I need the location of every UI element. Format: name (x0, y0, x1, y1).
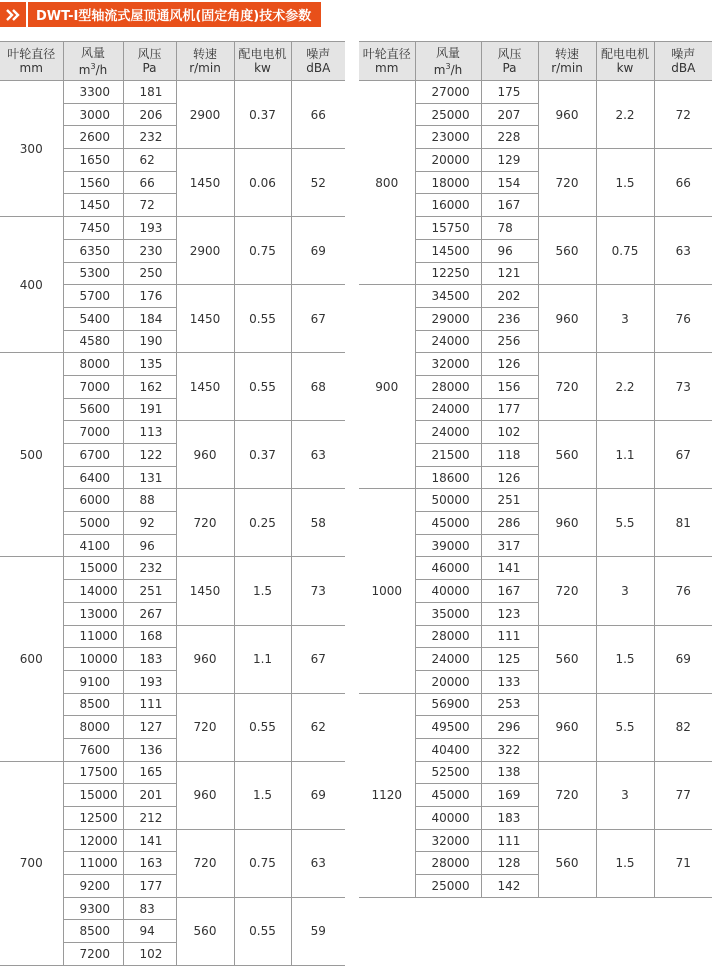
airflow-cell: 6350 (63, 239, 123, 262)
col-header-diameter (0, 42, 63, 81)
diameter-cell: 800 (359, 81, 415, 285)
pressure-cell: 183 (123, 648, 176, 671)
noise-cell: 63 (291, 421, 345, 489)
airflow-cell: 7000 (63, 421, 123, 444)
airflow-cell: 16000 (415, 194, 481, 217)
pressure-cell: 127 (123, 716, 176, 739)
noise-cell: 76 (654, 285, 712, 353)
pressure-cell: 169 (481, 784, 538, 807)
col-header-unit: kw (616, 61, 634, 75)
col-header-unit: /h (450, 62, 463, 77)
pressure-cell: 250 (123, 262, 176, 285)
speed-cell: 720 (176, 693, 234, 761)
pressure-cell: 193 (123, 670, 176, 693)
airflow-cell: 14500 (415, 239, 481, 262)
pressure-cell: 83 (123, 897, 176, 920)
airflow-cell: 32000 (415, 829, 481, 852)
speed-cell: 560 (538, 217, 596, 285)
noise-cell: 82 (654, 693, 712, 761)
airflow-cell: 45000 (415, 784, 481, 807)
col-header-diameter (359, 42, 415, 81)
col-header-label: 噪声 (671, 47, 696, 61)
motor-power-cell: 1.5 (596, 829, 654, 897)
airflow-cell: 24000 (415, 330, 481, 353)
airflow-cell: 7600 (63, 738, 123, 761)
pressure-cell: 251 (123, 580, 176, 603)
col-header-unit: m (78, 62, 91, 77)
noise-cell: 66 (291, 81, 345, 149)
pressure-cell: 230 (123, 239, 176, 262)
motor-power-cell: 1.5 (234, 557, 291, 625)
motor-power-cell: 0.75 (234, 829, 291, 897)
pressure-cell: 133 (481, 670, 538, 693)
pressure-cell: 72 (123, 194, 176, 217)
pressure-cell: 94 (123, 920, 176, 943)
col-header-unit: r/min (189, 61, 221, 75)
pressure-cell: 131 (123, 466, 176, 489)
pressure-cell: 156 (481, 375, 538, 398)
motor-power-cell: 0.55 (234, 285, 291, 353)
table-row (359, 693, 712, 716)
motor-power-cell: 5.5 (596, 489, 654, 557)
airflow-cell: 15000 (63, 784, 123, 807)
double-chevron-right-icon (0, 2, 26, 27)
airflow-cell: 40400 (415, 738, 481, 761)
pressure-cell: 181 (123, 81, 176, 104)
pressure-cell: 168 (123, 625, 176, 648)
speed-cell: 960 (176, 761, 234, 829)
col-header-unit: /h (95, 62, 108, 77)
pressure-cell: 176 (123, 285, 176, 308)
noise-cell: 62 (291, 693, 345, 761)
speed-cell: 720 (538, 149, 596, 217)
spec-table-right (359, 41, 712, 898)
airflow-cell: 34500 (415, 285, 481, 308)
motor-power-cell: 3 (596, 761, 654, 829)
col-header-label: 配电电机 (600, 47, 649, 61)
pressure-cell: 126 (481, 466, 538, 489)
motor-power-cell: 0.55 (234, 353, 291, 421)
airflow-cell: 49500 (415, 716, 481, 739)
airflow-cell: 27000 (415, 81, 481, 104)
airflow-cell: 32000 (415, 353, 481, 376)
noise-cell: 63 (291, 829, 345, 897)
airflow-cell: 2600 (63, 126, 123, 149)
pressure-cell: 207 (481, 103, 538, 126)
airflow-cell: 6700 (63, 444, 123, 467)
col-header-label: 风压 (497, 47, 522, 61)
col-header-label: 叶轮直径 (7, 47, 56, 61)
motor-power-cell: 0.37 (234, 421, 291, 489)
col-header-label: 风量 (435, 45, 460, 60)
diameter-cell: 1120 (359, 693, 415, 897)
pressure-cell: 123 (481, 602, 538, 625)
motor-power-cell: 0.25 (234, 489, 291, 557)
speed-cell: 560 (176, 897, 234, 965)
speed-cell: 960 (176, 625, 234, 693)
noise-cell: 81 (654, 489, 712, 557)
motor-power-cell: 2.2 (596, 81, 654, 149)
pressure-cell: 88 (123, 489, 176, 512)
noise-cell: 76 (654, 557, 712, 625)
motor-power-cell: 0.75 (234, 217, 291, 285)
col-header-label: 转速 (192, 47, 217, 61)
table-row (0, 217, 345, 240)
pressure-cell: 102 (123, 943, 176, 966)
pressure-cell: 322 (481, 738, 538, 761)
table-row (0, 557, 345, 580)
pressure-cell: 138 (481, 761, 538, 784)
section-header (0, 2, 340, 27)
airflow-cell: 25000 (415, 103, 481, 126)
pressure-cell: 201 (123, 784, 176, 807)
airflow-cell: 7000 (63, 375, 123, 398)
pressure-cell: 129 (481, 149, 538, 172)
airflow-cell: 5000 (63, 512, 123, 535)
col-header-speed (538, 42, 596, 81)
table-row (0, 761, 345, 784)
airflow-cell: 17500 (63, 761, 123, 784)
pressure-cell: 162 (123, 375, 176, 398)
col-header-noise (654, 42, 712, 81)
diameter-cell: 1000 (359, 489, 415, 693)
spec-table-left (0, 41, 345, 966)
pressure-cell: 286 (481, 512, 538, 535)
col-header-pressure (123, 42, 176, 81)
speed-cell: 2900 (176, 217, 234, 285)
pressure-cell: 256 (481, 330, 538, 353)
speed-cell: 960 (538, 489, 596, 557)
pressure-cell: 113 (123, 421, 176, 444)
pressure-cell: 96 (481, 239, 538, 262)
col-header-label: 叶轮直径 (362, 47, 411, 61)
airflow-cell: 18600 (415, 466, 481, 489)
pressure-cell: 122 (123, 444, 176, 467)
airflow-cell: 9100 (63, 670, 123, 693)
pressure-cell: 111 (481, 829, 538, 852)
speed-cell: 960 (538, 81, 596, 149)
motor-power-cell: 1.1 (234, 625, 291, 693)
speed-cell: 720 (176, 489, 234, 557)
speed-cell: 1450 (176, 557, 234, 625)
pressure-cell: 121 (481, 262, 538, 285)
motor-power-cell: 1.5 (234, 761, 291, 829)
pressure-cell: 125 (481, 648, 538, 671)
diameter-cell: 400 (0, 217, 63, 353)
pressure-cell: 102 (481, 421, 538, 444)
airflow-cell: 15000 (63, 557, 123, 580)
motor-power-cell: 0.75 (596, 217, 654, 285)
noise-cell: 68 (291, 353, 345, 421)
unit-superscript: 3 (90, 61, 96, 71)
airflow-cell: 10000 (63, 648, 123, 671)
pressure-cell: 141 (123, 829, 176, 852)
airflow-cell: 46000 (415, 557, 481, 580)
airflow-cell: 28000 (415, 625, 481, 648)
pressure-cell: 111 (481, 625, 538, 648)
airflow-cell: 9200 (63, 875, 123, 898)
airflow-cell: 28000 (415, 375, 481, 398)
page-title: DWT-I型轴流式屋顶通风机(固定角度)技术参数 (28, 2, 321, 27)
table-row (359, 81, 712, 104)
motor-power-cell: 2.2 (596, 353, 654, 421)
col-header-unit: Pa (142, 61, 157, 75)
col-header-label: 噪声 (306, 47, 331, 61)
pressure-cell: 206 (123, 103, 176, 126)
pressure-cell: 317 (481, 534, 538, 557)
col-header-label: 风压 (137, 47, 162, 61)
pressure-cell: 202 (481, 285, 538, 308)
noise-cell: 67 (291, 285, 345, 353)
airflow-cell: 7200 (63, 943, 123, 966)
motor-power-cell: 3 (596, 557, 654, 625)
noise-cell: 71 (654, 829, 712, 897)
noise-cell: 66 (654, 149, 712, 217)
airflow-cell: 40000 (415, 807, 481, 830)
noise-cell: 67 (654, 421, 712, 489)
pressure-cell: 167 (481, 580, 538, 603)
airflow-cell: 8000 (63, 353, 123, 376)
col-header-speed (176, 42, 234, 81)
motor-power-cell: 3 (596, 285, 654, 353)
airflow-cell: 24000 (415, 648, 481, 671)
pressure-cell: 177 (123, 875, 176, 898)
pressure-cell: 184 (123, 307, 176, 330)
airflow-cell: 8500 (63, 920, 123, 943)
col-header-unit: dBA (671, 61, 696, 75)
pressure-cell: 183 (481, 807, 538, 830)
noise-cell: 73 (291, 557, 345, 625)
pressure-cell: 232 (123, 126, 176, 149)
airflow-cell: 13000 (63, 602, 123, 625)
pressure-cell: 296 (481, 716, 538, 739)
col-header-unit: mm (19, 61, 43, 75)
pressure-cell: 253 (481, 693, 538, 716)
header-row (359, 42, 712, 81)
table-row (0, 81, 345, 104)
table-row (0, 353, 345, 376)
airflow-cell: 9300 (63, 897, 123, 920)
col-header-flow (415, 42, 481, 81)
pressure-cell: 177 (481, 398, 538, 421)
motor-power-cell: 0.37 (234, 81, 291, 149)
noise-cell: 69 (291, 761, 345, 829)
pressure-cell: 236 (481, 307, 538, 330)
airflow-cell: 12250 (415, 262, 481, 285)
pressure-cell: 142 (481, 875, 538, 898)
pressure-cell: 96 (123, 534, 176, 557)
diameter-cell: 500 (0, 353, 63, 557)
airflow-cell: 21500 (415, 444, 481, 467)
pressure-cell: 111 (123, 693, 176, 716)
noise-cell: 72 (654, 81, 712, 149)
airflow-cell: 45000 (415, 512, 481, 535)
pressure-cell: 251 (481, 489, 538, 512)
pressure-cell: 175 (481, 81, 538, 104)
col-header-flow (63, 42, 123, 81)
col-header-label: 配电电机 (238, 47, 287, 61)
motor-power-cell: 5.5 (596, 693, 654, 761)
table-row (359, 285, 712, 308)
motor-power-cell: 1.1 (596, 421, 654, 489)
pressure-cell: 118 (481, 444, 538, 467)
diameter-cell: 700 (0, 761, 63, 965)
airflow-cell: 56900 (415, 693, 481, 716)
speed-cell: 960 (176, 421, 234, 489)
pressure-cell: 228 (481, 126, 538, 149)
airflow-cell: 3300 (63, 81, 123, 104)
airflow-cell: 1560 (63, 171, 123, 194)
airflow-cell: 7450 (63, 217, 123, 240)
airflow-cell: 20000 (415, 670, 481, 693)
airflow-cell: 11000 (63, 852, 123, 875)
speed-cell: 560 (538, 625, 596, 693)
airflow-cell: 24000 (415, 398, 481, 421)
airflow-cell: 35000 (415, 602, 481, 625)
airflow-cell: 28000 (415, 852, 481, 875)
col-header-label: 转速 (554, 47, 579, 61)
noise-cell: 58 (291, 489, 345, 557)
airflow-cell: 5700 (63, 285, 123, 308)
motor-power-cell: 0.55 (234, 693, 291, 761)
speed-cell: 1450 (176, 285, 234, 353)
speed-cell: 560 (538, 829, 596, 897)
noise-cell: 69 (654, 625, 712, 693)
airflow-cell: 5400 (63, 307, 123, 330)
col-header-unit: r/min (551, 61, 583, 75)
pressure-cell: 212 (123, 807, 176, 830)
airflow-cell: 23000 (415, 126, 481, 149)
table-row (359, 489, 712, 512)
pressure-cell: 128 (481, 852, 538, 875)
pressure-cell: 167 (481, 194, 538, 217)
airflow-cell: 5300 (63, 262, 123, 285)
col-header-unit: mm (375, 61, 399, 75)
airflow-cell: 24000 (415, 421, 481, 444)
col-header-motor (596, 42, 654, 81)
airflow-cell: 4580 (63, 330, 123, 353)
speed-cell: 2900 (176, 81, 234, 149)
noise-cell: 77 (654, 761, 712, 829)
airflow-cell: 20000 (415, 149, 481, 172)
noise-cell: 59 (291, 897, 345, 965)
airflow-cell: 14000 (63, 580, 123, 603)
unit-superscript: 3 (445, 61, 451, 71)
col-header-pressure (481, 42, 538, 81)
speed-cell: 960 (538, 285, 596, 353)
airflow-cell: 12000 (63, 829, 123, 852)
airflow-cell: 1650 (63, 149, 123, 172)
pressure-cell: 190 (123, 330, 176, 353)
pressure-cell: 92 (123, 512, 176, 535)
airflow-cell: 3000 (63, 103, 123, 126)
airflow-cell: 4100 (63, 534, 123, 557)
col-header-label: 风量 (80, 45, 105, 60)
airflow-cell: 6400 (63, 466, 123, 489)
airflow-cell: 11000 (63, 625, 123, 648)
col-header-unit: Pa (502, 61, 517, 75)
noise-cell: 52 (291, 149, 345, 217)
diameter-cell: 600 (0, 557, 63, 761)
speed-cell: 720 (176, 829, 234, 897)
pressure-cell: 232 (123, 557, 176, 580)
col-header-noise (291, 42, 345, 81)
col-header-motor (234, 42, 291, 81)
airflow-cell: 52500 (415, 761, 481, 784)
airflow-cell: 5600 (63, 398, 123, 421)
diameter-cell: 900 (359, 285, 415, 489)
pressure-cell: 135 (123, 353, 176, 376)
col-header-unit: dBA (306, 61, 331, 75)
col-header-unit: m (433, 62, 446, 77)
pressure-cell: 165 (123, 761, 176, 784)
pressure-cell: 66 (123, 171, 176, 194)
noise-cell: 67 (291, 625, 345, 693)
airflow-cell: 29000 (415, 307, 481, 330)
speed-cell: 960 (538, 693, 596, 761)
airflow-cell: 50000 (415, 489, 481, 512)
speed-cell: 720 (538, 761, 596, 829)
diameter-cell: 300 (0, 81, 63, 217)
pressure-cell: 191 (123, 398, 176, 421)
motor-power-cell: 0.55 (234, 897, 291, 965)
speed-cell: 560 (538, 421, 596, 489)
speed-cell: 720 (538, 557, 596, 625)
pressure-cell: 267 (123, 602, 176, 625)
pressure-cell: 141 (481, 557, 538, 580)
speed-cell: 1450 (176, 149, 234, 217)
airflow-cell: 40000 (415, 580, 481, 603)
noise-cell: 73 (654, 353, 712, 421)
speed-cell: 720 (538, 353, 596, 421)
pressure-cell: 154 (481, 171, 538, 194)
header-row (0, 42, 345, 81)
airflow-cell: 8500 (63, 693, 123, 716)
airflow-cell: 12500 (63, 807, 123, 830)
airflow-cell: 6000 (63, 489, 123, 512)
pressure-cell: 62 (123, 149, 176, 172)
pressure-cell: 193 (123, 217, 176, 240)
airflow-cell: 15750 (415, 217, 481, 240)
pressure-cell: 126 (481, 353, 538, 376)
pressure-cell: 78 (481, 217, 538, 240)
col-header-unit: kw (254, 61, 271, 75)
airflow-cell: 1450 (63, 194, 123, 217)
airflow-cell: 8000 (63, 716, 123, 739)
noise-cell: 63 (654, 217, 712, 285)
airflow-cell: 39000 (415, 534, 481, 557)
motor-power-cell: 1.5 (596, 625, 654, 693)
airflow-cell: 25000 (415, 875, 481, 898)
motor-power-cell: 1.5 (596, 149, 654, 217)
noise-cell: 69 (291, 217, 345, 285)
pressure-cell: 163 (123, 852, 176, 875)
motor-power-cell: 0.06 (234, 149, 291, 217)
airflow-cell: 18000 (415, 171, 481, 194)
speed-cell: 1450 (176, 353, 234, 421)
pressure-cell: 136 (123, 738, 176, 761)
